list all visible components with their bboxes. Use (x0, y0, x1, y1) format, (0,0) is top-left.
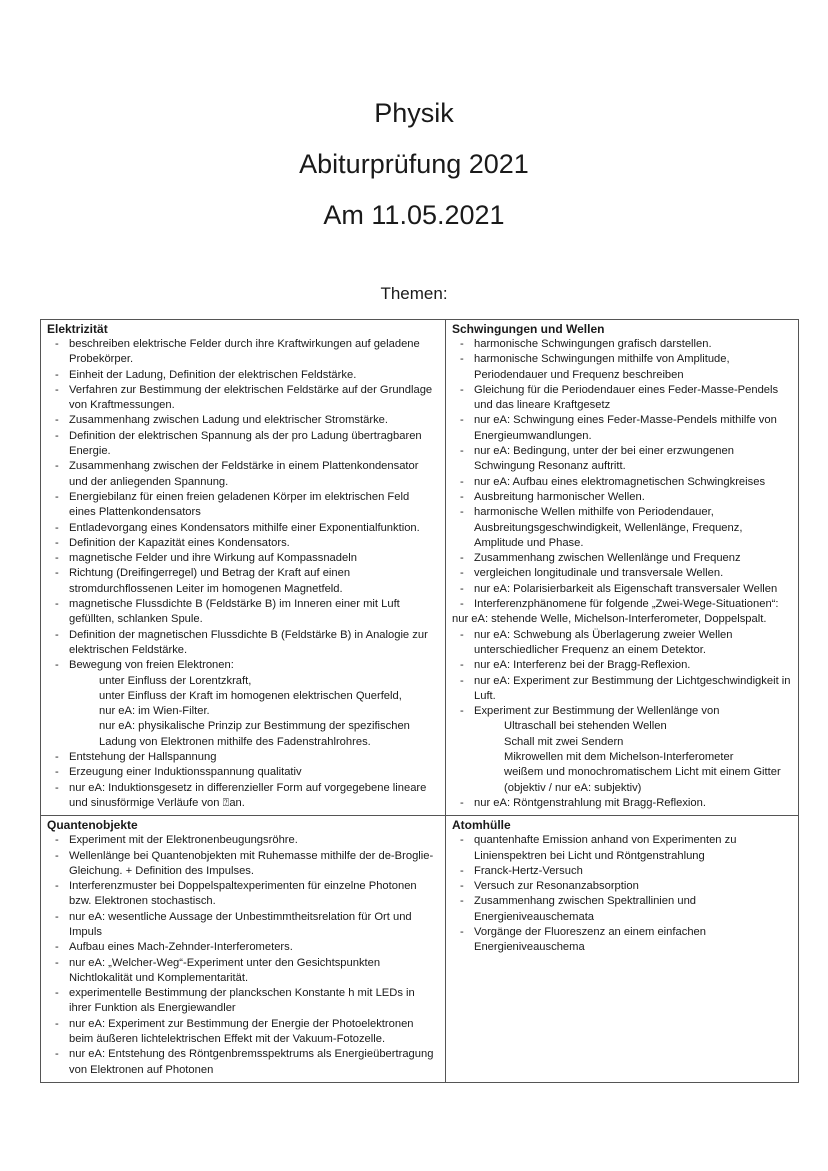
sub-item-text: Schall mit zwei Sendern (504, 735, 624, 748)
sub-item-text: weißem und monochromatischem Licht mit einem Gitter (504, 766, 781, 779)
list-item (47, 597, 439, 628)
item-text: Definition der magnetischen Flussdichte B (Feldstärke B) in Analogie zur elektrischen Feldstärke. (69, 628, 428, 656)
list-item (452, 704, 792, 796)
topics-table (40, 319, 799, 1083)
section-title: Quantenobjekte (47, 818, 138, 833)
bullet-dash: - (460, 834, 464, 847)
bullet-dash: - (460, 598, 464, 611)
item-text: Interferenzmuster bei Doppelspaltexperimenten für einzelne Photonen bzw. Elektronen stochastisch. (69, 880, 417, 908)
sub-item-text: Mikrowellen mit dem Michelson-Interferometer (504, 751, 734, 764)
bullet-dash: - (460, 475, 464, 488)
bullet-dash: - (55, 414, 59, 427)
exam-date: Am 11.05.2021 (323, 200, 505, 230)
list-item (47, 658, 439, 750)
exam-title: Abiturprüfung 2021 (299, 149, 529, 179)
item-text: Experiment zur Bestimmung der Wellenlänge von (474, 705, 720, 718)
bullet-dash: - (460, 552, 464, 565)
list-item (452, 551, 792, 566)
section-title: Atomhülle (452, 818, 511, 833)
bullet-dash: - (460, 659, 464, 672)
bullet-dash: - (55, 751, 59, 764)
item-text: Zusammenhang zwischen Wellenlänge und Frequenz (474, 552, 741, 565)
bullet-dash: - (460, 414, 464, 427)
bullet-dash: - (55, 598, 59, 611)
section-cell (41, 320, 446, 816)
list-item (47, 1047, 439, 1078)
item-text: nur eA: Bedingung, unter der bei einer erzwungenen Schwingung Resonanz auftritt. (474, 445, 734, 473)
list-item (47, 368, 439, 383)
item-text: nur eA: Polarisierbarkeit als Eigenschaft transversaler Wellen (474, 582, 778, 595)
item-text: Entladevorgang eines Kondensators mithilfe einer Exponentialfunktion. (69, 521, 420, 534)
item-text: nur eA: Aufbau eines elektromagnetischen Schwingkreises (474, 475, 766, 488)
section-cell (446, 320, 799, 816)
bullet-dash: - (55, 536, 59, 549)
list-item (452, 597, 792, 612)
item-text: nur eA: Experiment zur Bestimmung der Energie der Photoelektronen beim äußeren lichtelektrischen Effekt mit der Vakuum-Fotozelle. (69, 1017, 414, 1046)
bullet-dash: - (55, 766, 59, 779)
item-text: Entstehung der Hallspannung (69, 751, 217, 764)
bullet-dash: - (55, 567, 59, 580)
list-item (452, 505, 792, 551)
bullet-dash: - (460, 705, 464, 718)
list-item (452, 490, 792, 505)
item-text: quantenhafte Emission anhand von Experimenten zu Linienspektren bei Licht und Röntgenstrahlung (474, 834, 737, 862)
topic-list (47, 337, 439, 811)
item-text: harmonische Wellen mithilfe von Periodendauer, Ausbreitungsgeschwindigkeit, Wellenlänge, Frequenz, Amplitude und Phase. (474, 506, 743, 549)
item-text: nur eA: Röntgenstrahlung mit Bragg-Reflexion. (474, 796, 706, 809)
list-item (452, 796, 792, 811)
topic-list (452, 337, 792, 811)
bullet-dash: - (55, 910, 59, 923)
section-cell (41, 816, 446, 1083)
item-text: Definition der elektrischen Spannung als der pro Ladung übertragbaren Energie. (69, 429, 422, 458)
list-item (452, 582, 792, 597)
list-item (452, 337, 792, 352)
list-item (452, 475, 792, 490)
list-item (452, 612, 792, 627)
item-text: Verfahren zur Bestimmung der elektrischen Feldstärke auf der Grundlage von Kraftmessungen. (69, 383, 433, 412)
list-item (47, 521, 439, 536)
bullet-dash: - (460, 628, 464, 641)
item-text: harmonische Schwingungen grafisch darstellen. (474, 338, 712, 350)
sub-item-text: nur eA: im Wien-Filter. (99, 705, 210, 718)
subject-title: Physik (374, 98, 454, 128)
list-item (452, 879, 792, 894)
item-text: Ausbreitung harmonischer Wellen. (474, 490, 645, 503)
bullet-dash: - (55, 987, 59, 1000)
bullet-dash: - (460, 674, 464, 687)
list-item (47, 833, 439, 848)
item-text: nur eA: Entstehung des Röntgenbremsspektrums als Energieübertragung von Elektronen auf Photonen (69, 1048, 434, 1076)
bullet-dash: - (55, 383, 59, 396)
list-item (47, 383, 439, 414)
item-text: Franck-Hertz-Versuch (474, 864, 583, 877)
list-item (47, 910, 439, 941)
sub-item-text: unter Einfluss der Kraft im homogenen elektrischen Querfeld, (99, 689, 402, 702)
bullet-dash: - (460, 864, 464, 877)
list-item (452, 444, 792, 475)
bullet-dash: - (55, 1017, 59, 1030)
list-item (452, 833, 792, 864)
table-row (41, 320, 799, 816)
item-text: Experiment mit der Elektronenbeugungsröhre. (69, 834, 298, 847)
item-text: nur eA: stehende Welle, Michelson-Interferometer, Doppelspalt. (452, 613, 767, 626)
bullet-dash: - (460, 567, 464, 580)
item-text: Versuch zur Resonanzabsorption (474, 880, 639, 893)
list-item (47, 849, 439, 880)
list-item (47, 956, 439, 987)
list-item (452, 383, 792, 414)
sub-item-text: (objektiv / nur eA: subjektiv) (504, 781, 642, 794)
item-text: Gleichung für die Periodendauer eines Feder-Masse-Pendels und das lineare Kraftgesetz (474, 383, 779, 412)
bullet-dash: - (460, 506, 464, 519)
list-item (452, 413, 792, 444)
section-cell (446, 816, 799, 1083)
list-item (47, 1017, 439, 1048)
item-text: nur eA: Induktionsgesetz in differenzieller Form auf vorgegebene lineare und sinusförmige Verläufe von ⍰an. (69, 781, 427, 809)
bullet-dash: - (55, 956, 59, 969)
list-item (47, 879, 439, 910)
list-item (47, 986, 439, 1017)
list-item (452, 352, 792, 383)
item-text: Bewegung von freien Elektronen: (69, 659, 234, 672)
bullet-dash: - (55, 628, 59, 641)
item-text: harmonische Schwingungen mithilfe von Amplitude, Periodendauer und Frequenz beschreiben (474, 353, 730, 381)
item-text: Interferenzphänomene für folgende „Zwei-Wege-Situationen“: (474, 598, 779, 611)
item-text: Vorgänge der Fluoreszenz an einem einfachen Energieniveauschema (474, 925, 706, 954)
topic-list (47, 833, 439, 1078)
list-item (452, 566, 792, 581)
bullet-dash: - (460, 880, 464, 893)
item-text: Energiebilanz für einen freien geladenen Körper im elektrischen Feld eines Plattenkondensators (69, 490, 410, 519)
item-text: Zusammenhang zwischen der Feldstärke in einem Plattenkondensator und der anliegenden Spannung. (69, 460, 419, 488)
item-text: experimentelle Bestimmung der planckschen Konstante h mit LEDs in ihrer Funktion als Energiewandler (69, 987, 415, 1015)
list-item (47, 781, 439, 812)
bullet-dash: - (460, 796, 464, 809)
item-text: Einheit der Ladung, Definition der elektrischen Feldstärke. (69, 368, 357, 381)
sub-item-text: unter Einfluss der Lorentzkraft, (99, 674, 252, 687)
topic-list (452, 833, 792, 955)
bullet-dash: - (460, 353, 464, 366)
bullet-dash: - (55, 834, 59, 847)
bullet-dash: - (460, 445, 464, 458)
list-item (452, 894, 792, 925)
sub-item-text: Ultraschall bei stehenden Wellen (504, 720, 667, 733)
bullet-dash: - (460, 490, 464, 503)
bullet-dash: - (55, 941, 59, 954)
title-block (0, 88, 828, 241)
item-text: Erzeugung einer Induktionsspannung qualitativ (69, 766, 302, 779)
list-item (452, 864, 792, 879)
themen-heading: Themen: (380, 284, 448, 303)
section-title: Elektrizität (47, 322, 108, 336)
bullet-dash: - (55, 659, 59, 672)
list-item (47, 413, 439, 428)
list-item (47, 765, 439, 780)
bullet-dash: - (460, 582, 464, 595)
bullet-dash: - (55, 429, 59, 442)
list-item (452, 628, 792, 659)
item-text: magnetische Flussdichte B (Feldstärke B) im Inneren einer mit Luft gefüllten, schlanken Spule. (69, 598, 400, 626)
item-text: nur eA: Interferenz bei der Bragg-Reflexion. (474, 659, 691, 672)
section-title: Schwingungen und Wellen (452, 322, 605, 336)
item-text: Richtung (Dreifingerregel) und Betrag der Kraft auf einen stromdurchflossenen Leiter im homogenen Magnetfeld. (69, 567, 351, 595)
bullet-dash: - (55, 781, 59, 794)
list-item (452, 674, 792, 705)
bullet-dash: - (55, 1048, 59, 1061)
table-row (41, 816, 799, 1083)
item-text: nur eA: Experiment zur Bestimmung der Lichtgeschwindigkeit in Luft. (474, 674, 791, 702)
list-item (47, 566, 439, 597)
item-text: Wellenlänge bei Quantenobjekten mit Ruhemasse mithilfe der de-Broglie-Gleichung. + Definition des Impulses. (69, 849, 434, 877)
list-item (47, 337, 439, 368)
bullet-dash: - (460, 383, 464, 396)
item-text: nur eA: Schwingung eines Feder-Masse-Pendels mithilfe von Energieumwandlungen. (474, 414, 777, 442)
bullet-dash: - (460, 925, 464, 938)
bullet-dash: - (55, 552, 59, 565)
list-item (47, 940, 439, 955)
item-text: magnetische Felder und ihre Wirkung auf Kompassnadeln (69, 552, 357, 565)
item-text: Zusammenhang zwischen Ladung und elektrischer Stromstärke. (69, 414, 389, 427)
bullet-dash: - (55, 490, 59, 503)
bullet-dash: - (55, 849, 59, 862)
list-item (47, 429, 439, 460)
bullet-dash: - (55, 338, 59, 350)
list-item (47, 536, 439, 551)
item-text: nur eA: Schwebung als Überlagerung zweier Wellen unterschiedlicher Frequenz an einem Detektor. (474, 628, 733, 656)
bullet-dash: - (55, 521, 59, 534)
list-item (47, 628, 439, 659)
item-text: beschreiben elektrische Felder durch ihre Kraftwirkungen auf geladene Probekörper. (69, 338, 420, 366)
item-text: vergleichen longitudinale und transversale Wellen. (474, 567, 724, 580)
list-item (452, 658, 792, 673)
bullet-dash: - (460, 338, 464, 350)
item-text: nur eA: „Welcher-Weg“-Experiment unter den Gesichtspunkten Nichtlokalität und Komplementarität. (69, 956, 381, 984)
bullet-dash: - (460, 895, 464, 908)
item-text: Aufbau eines Mach-Zehnder-Interferometers. (69, 941, 293, 954)
item-text: Definition der Kapazität eines Kondensators. (69, 536, 290, 549)
list-item (47, 490, 439, 521)
bullet-dash: - (55, 368, 59, 381)
item-text: Zusammenhang zwischen Spektrallinien und Energieniveauschemata (474, 895, 697, 923)
sub-item-text: nur eA: physikalische Prinzip zur Bestimmung der spezifischen Ladung von Elektronen mithilfe des Fadenstrahlrohres. (99, 720, 410, 748)
list-item (452, 925, 792, 956)
bullet-dash: - (55, 880, 59, 893)
bullet-dash: - (55, 460, 59, 473)
list-item (47, 459, 439, 490)
list-item (47, 750, 439, 765)
item-text: nur eA: wesentliche Aussage der Unbestimmtheitsrelation für Ort und Impuls (69, 910, 412, 938)
list-item (47, 551, 439, 566)
